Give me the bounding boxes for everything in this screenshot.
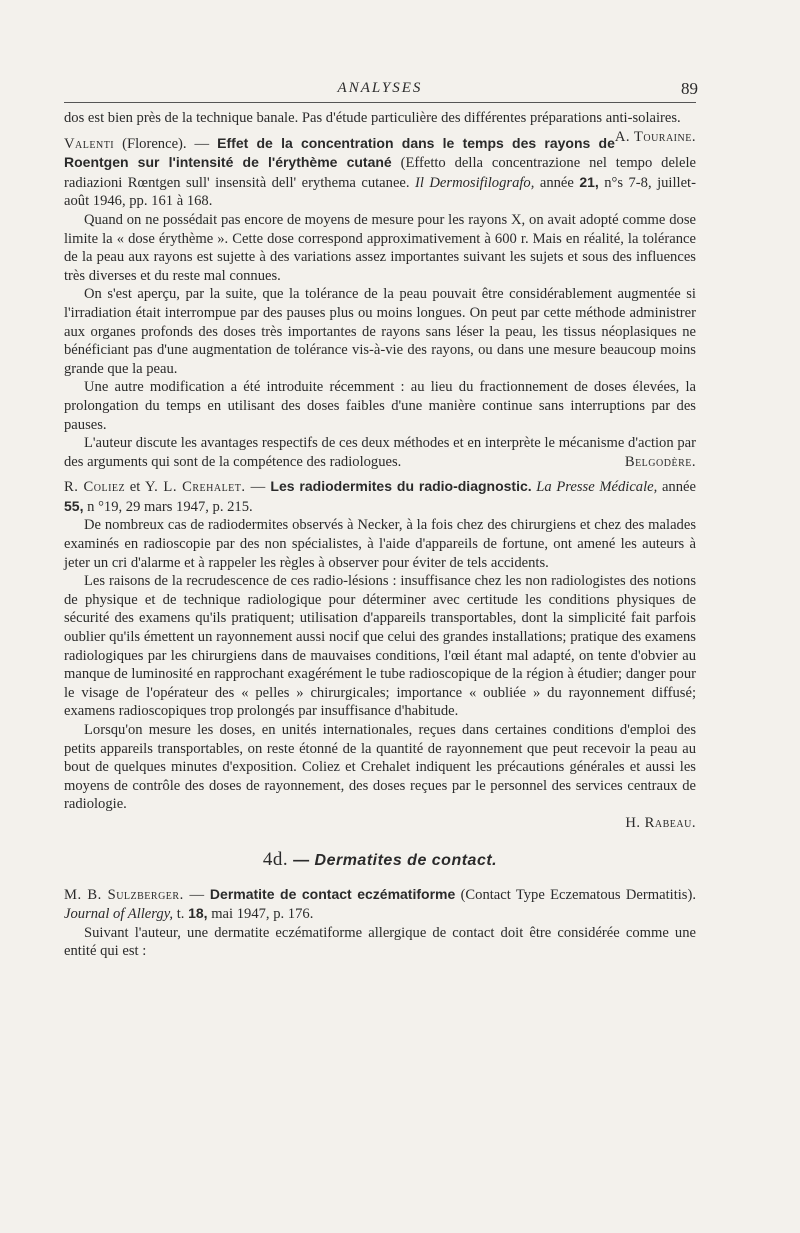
entry-sulzberger-journal: Journal of Allergy,	[64, 906, 174, 923]
entry-coliez	[64, 477, 696, 832]
entry-valenti	[64, 134, 696, 472]
entry-sulzberger-title: Dermatite de contact eczématiforme	[209, 885, 456, 902]
entry-coliez-paragraph-2: Les raisons de la recrudescence de ces radio-lésions : insuffisance chez les non radiologistes des notions de physique et de technique radiologique pour déterminer avec certitude les conditions physiques de sécurité des examens qu'ils pratiquent; utilisation d'appareils transportables, dont la simplicité fait parfois oublier qu'ils émettent un rayonnement aussi nocif que celui des grandes installations; pratique des examens radiologiques par les chirurgiens dans de mauvaises conditions, l'œil étant mal adapté, on tente d'obvier au manque de luminosité en rapprochant exagérément le tube radioscopique de la région à étudier; danger pour le visage de l'opérateur des « pelles » chirurgicales; importance « oubliée » du rayonnement diffusé; examens radioscopiques trop prolongés par insuffisance d'habitude.	[64, 573, 696, 720]
entry-valenti-author: Valenti	[64, 135, 115, 152]
entry-valenti-last-text: L'auteur discute les avantages respectifs de ces deux méthodes et en interprète le mécanisme d'action par des arguments qui sont de la compétence des radiologues.	[64, 435, 696, 470]
entry-valenti-original: (Effetto della concentrazione nel tempo delele radiazioni Rœntgen sull' insensità dell' erythema cutanee.	[64, 155, 696, 191]
running-title: ANALYSES	[337, 80, 423, 96]
entry-coliez-citation	[64, 477, 696, 516]
entry-sulzberger-volume: 18,	[188, 905, 208, 922]
section-heading	[64, 849, 696, 871]
entry-coliez-title: Les radiodermites du radio-diagnostic.	[270, 478, 532, 495]
entry-valenti-paragraph-2: On s'est aperçu, par la suite, que la tolérance de la peau pouvait être considérablement augmentée si l'irradiation était interrompue par des pauses plus ou moins longues. On peut par cette méthode administrer aux organes profonds des doses très importantes de rayons sans léser la peau, les tissus néoplasiques ne bénéficiant pas d'une augmentation de tolérance vis-à-vie des rayons, ou dans une mesure beaucoup moins grande que la peau.	[64, 286, 696, 377]
entry-coliez-paragraph-1: De nombreux cas de radiodermites observés à Necker, à la fois chez des chirurgiens et chez des malades examinés en radioscopie par des non spécialistes, à l'aide d'appareils de fortune, ont amené les auteurs à jeter un cri d'alarme et à rappeler les règles à observer pour éviter de tels accidents.	[64, 517, 696, 571]
entry-sulzberger	[64, 885, 696, 961]
entry-valenti-volume: 21,	[579, 173, 599, 190]
running-head	[64, 76, 696, 102]
section-dash: —	[293, 851, 310, 869]
entry-valenti-citation	[64, 134, 696, 211]
entry-coliez-year-label: année	[661, 479, 696, 496]
entry-valenti-details: n°s 7-8, juillet-août 1946, pp. 161 à 168.	[64, 174, 696, 210]
section-title: Dermatites de contact.	[314, 851, 498, 869]
entry-sulzberger-paragraph-1: Suivant l'auteur, une dermatite eczématiforme allergique de contact doit être considérée comme une entité qui est :	[64, 924, 696, 960]
intro-text: dos est bien près de la technique banale. Pas d'étude particulière des différentes préparations anti-solaires.	[64, 110, 681, 126]
entry-valenti-year-label: année	[539, 174, 574, 191]
entry-sulzberger-details: mai 1947, p. 176.	[211, 906, 314, 923]
intro-signature: A. Touraine.	[614, 128, 696, 145]
header-rule	[64, 102, 696, 103]
entry-valenti-signature: Belgodère.	[624, 453, 696, 470]
entry-coliez-signature: H. Rabeau.	[625, 814, 696, 831]
entry-coliez-journal: La Presse Médicale,	[536, 479, 658, 496]
entry-sulzberger-citation	[64, 885, 696, 924]
entry-sulzberger-author: M. B. Sulzberger. —	[64, 886, 205, 903]
entry-coliez-details: n °19, 29 mars 1947, p. 215.	[87, 498, 253, 515]
entry-coliez-author-a: R. Coliez	[64, 479, 126, 496]
entry-valenti-location: (Florence). —	[122, 135, 210, 152]
entry-coliez-volume: 55,	[64, 497, 84, 514]
entry-valenti-journal: Il Dermosifilografo,	[415, 174, 535, 191]
entry-valenti-paragraph-4	[64, 434, 696, 471]
section-number: 4d.	[262, 848, 289, 870]
page	[64, 76, 696, 961]
entry-coliez-paragraph-3: Lorsqu'on mesure les doses, en unités internationales, reçues dans certaines conditions d'emploi des petits appareils transportables, on reste étonné de la quantité de rayonnement que peut recevoir la peau au bout de quelques minutes d'exposition. Coliez et Crehalet indiquent les précautions générales et aussi les moyens de contrôle des doses de rayonnement, des doses reçues par le personnel des services centraux de radiologie.	[64, 722, 696, 813]
entry-sulzberger-vol-label: t.	[176, 906, 185, 923]
entry-sulzberger-original: (Contact Type Eczematous Dermatitis).	[460, 886, 696, 903]
entry-coliez-and: et	[129, 479, 141, 496]
entry-valenti-paragraph-1: Quand on ne possédait pas encore de moyens de mesure pour les rayons X, on avait adopté comme dose limite la « dose érythème ». Cette dose correspond approximativement à 600 r. Mais en réalité, la tolérance de la peau aux rayons est sujette à des variations assez importantes suivant les sujets et sous des influences très diverses et du reste mal connues.	[64, 211, 696, 284]
entry-coliez-author-b: Y. L. Crehalet. —	[144, 479, 266, 496]
entry-valenti-title: Effet de la concentration dans le temps des rayons de Roentgen sur l'intensité de l'érythème cutané	[64, 134, 615, 171]
entry-valenti-paragraph-3: Une autre modification a été introduite récemment : au lieu du fractionnement de doses élevées, la prolongation du temps en utilisant des doses faibles d'une manière continue sans interruptions par des pauses.	[64, 379, 696, 433]
page-number: 89	[681, 79, 698, 98]
